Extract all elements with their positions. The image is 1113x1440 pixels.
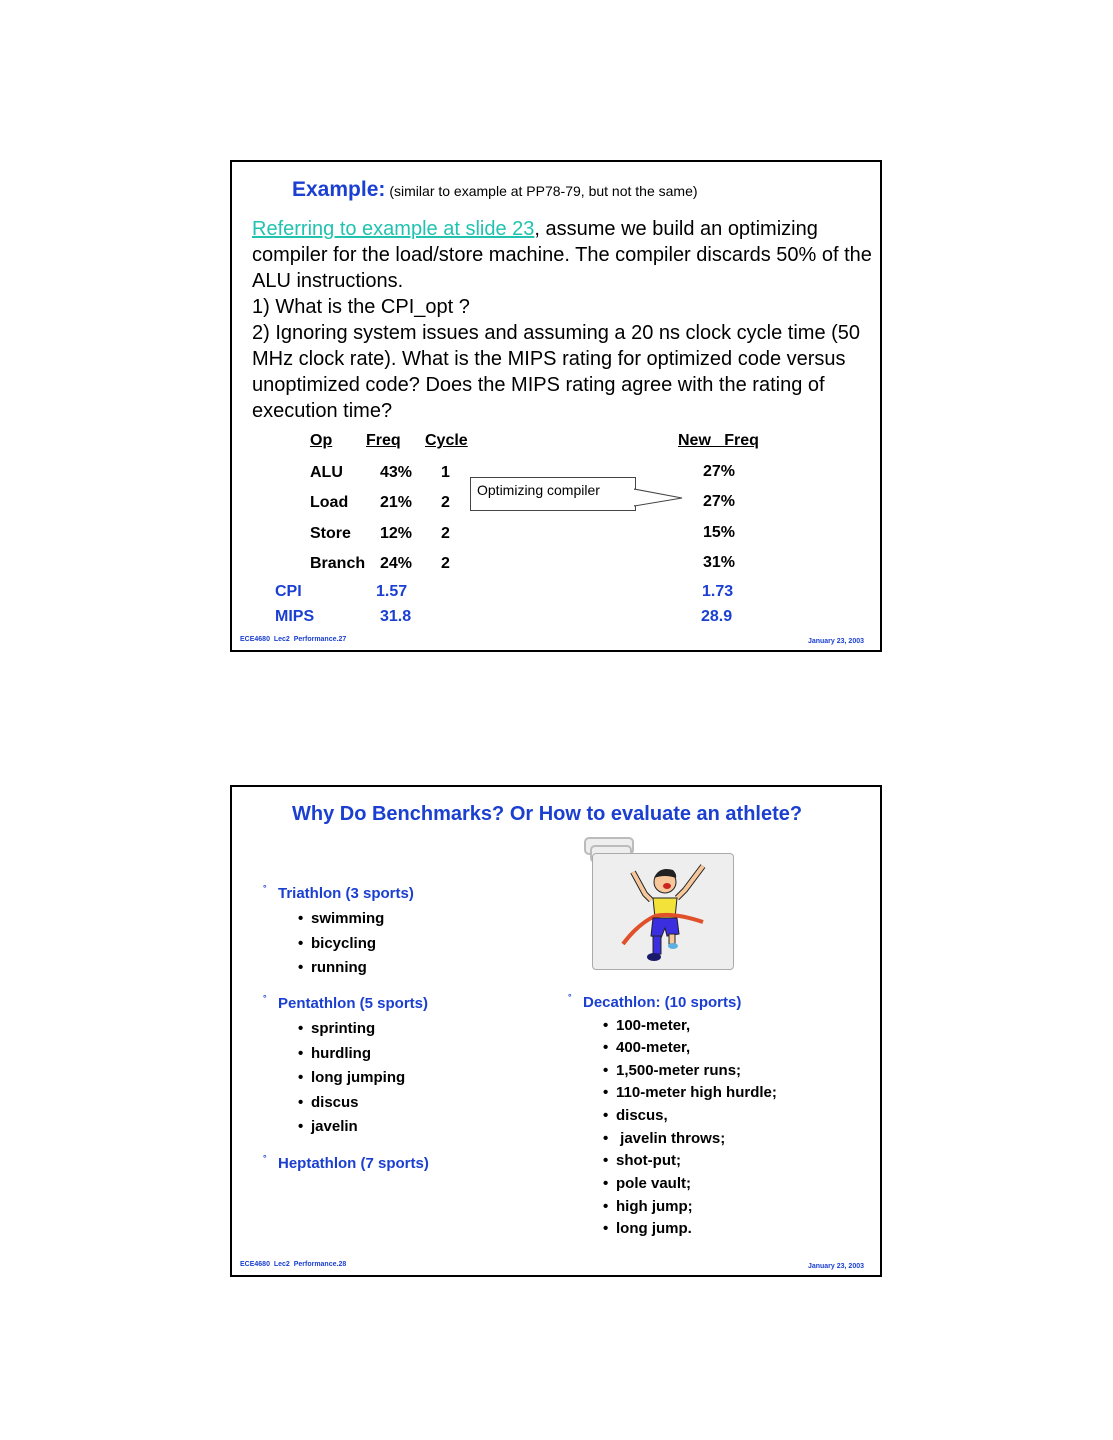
list-item [603,1152,681,1169]
list-item [603,1084,777,1101]
list-item [603,1062,742,1079]
item-text: bicycling [311,935,377,952]
row-new-freq: 31% [703,554,736,571]
item-text: 400-meter, [616,1039,691,1056]
bullet-marker: • [298,935,304,952]
item-text: shot-put; [616,1152,681,1169]
list-item [298,959,367,976]
header-cycle: Cycle [425,432,468,449]
header-freq: Freq [366,432,401,449]
item-text: 110-meter high hurdle; [616,1084,777,1101]
list-item [298,1020,376,1037]
item-text: swimming [311,910,385,927]
mips-orig: 31.8 [380,608,412,625]
cpi-orig: 1.57 [376,583,408,600]
row-op: Branch [310,555,366,572]
bullet-marker: • [298,910,304,927]
bullet-marker: • [603,1198,609,1215]
title-subtitle: (similar to example at PP78-79, but not the same) [389,183,698,199]
item-text: high jump; [616,1198,693,1215]
item-text: hurdling [311,1045,371,1062]
row-freq: 12% [380,525,413,542]
body-text: , assume we build an optimizing compiler for the load/store machine. The compiler discards 50% of the ALU instructions. [252,218,872,292]
bullet-marker: • [603,1220,609,1237]
item-text: 1,500-meter runs; [616,1062,742,1079]
bullet-marker: • [603,1039,609,1056]
bullet-marker: • [603,1152,609,1169]
row-cycle: 1 [441,464,450,481]
row-cycle: 2 [441,555,450,572]
group-label: Triathlon (3 sports) [278,885,414,902]
row-cycle: 2 [441,494,450,511]
cpi-new: 1.73 [702,583,734,600]
list-item [298,1069,406,1086]
group-triathlon [263,883,414,902]
bullet-marker: • [298,1020,304,1037]
callout-pointer-icon [634,484,684,514]
list-item [603,1017,691,1034]
bullet-marker: • [603,1130,609,1147]
slide-27 [230,160,882,652]
group-label: Decathlon: (10 sports) [583,994,742,1011]
item-text: discus [311,1094,359,1111]
optimizing-compiler-callout [470,477,636,511]
bullet-marker: ° [263,993,267,1003]
list-item [603,1107,668,1124]
header-op: Op [310,432,333,449]
row-op: Store [310,525,351,542]
item-text: javelin throws; [616,1130,726,1147]
question-1: 1) What is the CPI_opt ? [252,296,470,318]
bullet-marker: • [603,1062,609,1079]
bullet-marker: • [603,1084,609,1101]
item-text: long jumping [311,1069,406,1086]
footer-left: ECE4680 Lec2 Performance.27 [240,636,347,643]
footer-date: January 23, 2003 [807,638,864,645]
group-label: Heptathlon (7 sports) [278,1155,429,1172]
row-new-freq: 15% [703,524,736,541]
cpi-label: CPI [275,583,302,600]
row-freq: 21% [380,494,413,511]
mips-new: 28.9 [701,608,733,625]
group-pentathlon [263,993,429,1012]
item-text: sprinting [311,1020,376,1037]
bullet-marker: ° [263,1153,267,1163]
slide-23-link[interactable]: Referring to example at slide 23 [252,218,535,240]
title-text: Example: [292,178,386,201]
problem-statement [252,216,882,424]
question-2: 2) Ignoring system issues and assuming a 20 ns clock cycle time (50 MHz clock rate). What is the MIPS rating for optimized code versus unoptimized code? Does the MIPS rating agree with the rating of execution time? [252,322,861,422]
bullet-marker: ° [263,883,267,893]
row-cycle: 2 [441,525,450,542]
list-item [298,1118,358,1135]
group-decathlon [568,992,742,1011]
footer-date: January 23, 2003 [807,1263,864,1270]
footer-left: ECE4680 Lec2 Performance.28 [240,1261,347,1268]
bullet-marker: • [298,1069,304,1086]
row-freq: 43% [380,464,413,481]
list-item [603,1175,692,1192]
item-text: javelin [311,1118,358,1135]
row-new-freq: 27% [703,493,736,510]
list-item [603,1130,726,1147]
group-heptathlon [263,1153,429,1172]
header-new-freq: New Freq [678,432,759,449]
bullet-marker: • [298,1094,304,1111]
item-text: 100-meter, [616,1017,691,1034]
group-label: Pentathlon (5 sports) [278,995,429,1012]
slide-title [292,178,698,202]
bullet-marker: • [603,1175,609,1192]
bullet-marker: • [603,1017,609,1034]
slide-28 [230,785,882,1277]
list-item [603,1220,692,1237]
athlete-picture [592,853,734,970]
bullet-marker: • [298,1118,304,1135]
item-text: running [311,959,367,976]
row-freq: 24% [380,555,413,572]
bullet-marker: • [603,1107,609,1124]
item-text: pole vault; [616,1175,692,1192]
list-item [298,910,385,927]
bullet-marker: ° [568,992,572,1002]
mips-label: MIPS [275,608,315,625]
callout-text: Optimizing compiler [477,482,600,498]
slide-title: Why Do Benchmarks? Or How to evaluate an athlete? [292,803,803,825]
bullet-marker: • [298,1045,304,1062]
list-item [298,1045,371,1062]
list-item [298,935,377,952]
row-new-freq: 27% [703,463,736,480]
item-text: discus, [616,1107,668,1124]
item-text: long jump. [616,1220,692,1237]
list-item [603,1198,693,1215]
list-item [298,1094,359,1111]
bullet-marker: • [298,959,304,976]
runner-icon [593,854,733,969]
list-item [603,1039,691,1056]
row-op: Load [310,494,349,511]
row-op: ALU [310,464,343,481]
